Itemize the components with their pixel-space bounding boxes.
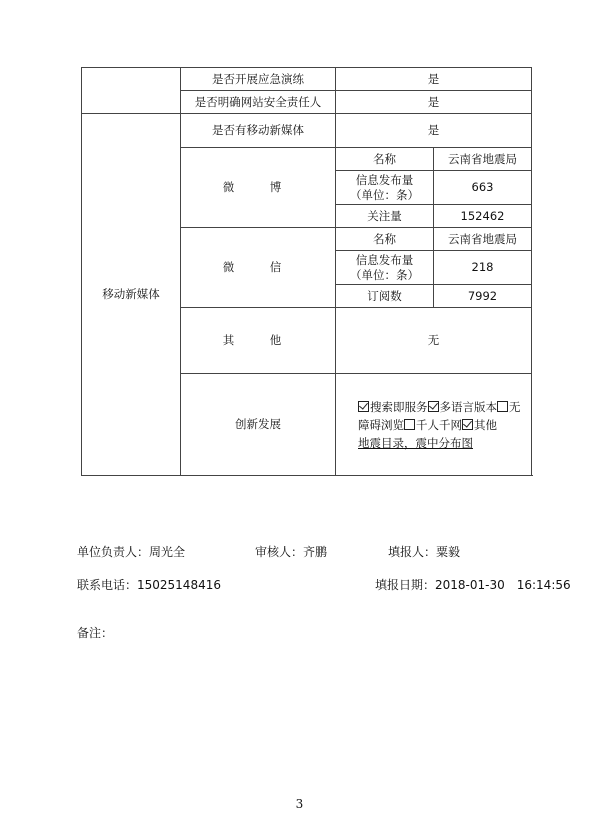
fill-date: 填报日期：2018-01-30 16:14:56 xyxy=(375,578,571,592)
checkbox-unchecked-icon[interactable] xyxy=(497,401,508,412)
wechat-posts-label-line2: （单位：条） xyxy=(350,267,419,282)
weibo-posts-label-line1: 信息发布量 xyxy=(355,172,414,187)
innovation-other-text: 地震目录，震中分布图 xyxy=(358,435,473,450)
option-multilingual[interactable] xyxy=(428,400,498,414)
emergency-drill-value: 是 xyxy=(336,68,532,91)
checkbox-checked-icon[interactable] xyxy=(462,419,473,430)
innovation-label: 创新发展 xyxy=(181,374,336,476)
table-row xyxy=(82,68,532,91)
option-label: 搜索即服务 xyxy=(370,399,428,414)
option-search-as-service[interactable] xyxy=(358,400,428,414)
option-label: 千人千网 xyxy=(416,417,462,432)
weibo-followers-label: 关注量 xyxy=(336,205,434,228)
has-mobile-media-label: 是否有移动新媒体 xyxy=(181,114,336,148)
wechat-subscribers-value: 7992 xyxy=(434,285,532,308)
other-media-value: 无 xyxy=(336,308,532,374)
innovation-options xyxy=(336,374,532,476)
weibo-label: 微 博 xyxy=(181,148,336,228)
report-table xyxy=(81,67,532,476)
security-officer-value: 是 xyxy=(336,91,532,114)
contact-phone: 联系电话：15025148416 xyxy=(77,578,221,592)
option-other[interactable] xyxy=(462,418,497,432)
weibo-posts-label xyxy=(336,171,434,205)
option-personalized[interactable] xyxy=(404,418,462,432)
security-officer-label: 是否明确网站安全责任人 xyxy=(181,91,336,114)
wechat-posts-label-line1: 信息发布量 xyxy=(355,252,414,267)
option-label: 多语言版本 xyxy=(439,399,497,414)
emergency-drill-label: 是否开展应急演练 xyxy=(181,68,336,91)
option-label: 无障碍浏览 xyxy=(358,399,521,432)
wechat-name-label: 名称 xyxy=(336,228,434,251)
mobile-media-section-label: 移动新媒体 xyxy=(82,114,181,476)
filler: 填报人：粟毅 xyxy=(388,545,461,559)
table-row xyxy=(82,114,532,148)
other-media-label: 其 他 xyxy=(181,308,336,374)
option-label: 其他 xyxy=(474,417,497,432)
wechat-posts-value: 218 xyxy=(434,251,532,285)
wechat-subscribers-label: 订阅数 xyxy=(336,285,434,308)
checkbox-checked-icon[interactable] xyxy=(358,401,369,412)
wechat-posts-label xyxy=(336,251,434,285)
page-number: 3 xyxy=(295,797,304,811)
weibo-posts-label-line2: （单位：条） xyxy=(350,187,419,202)
weibo-name-label: 名称 xyxy=(336,148,434,171)
wechat-name-value: 云南省地震局 xyxy=(434,228,532,251)
weibo-name-value: 云南省地震局 xyxy=(434,148,532,171)
weibo-followers-value: 152462 xyxy=(434,205,532,228)
wechat-label: 微 信 xyxy=(181,228,336,308)
weibo-posts-value: 663 xyxy=(434,171,532,205)
checkbox-unchecked-icon[interactable] xyxy=(404,419,415,430)
unit-head: 单位负责人：周光全 xyxy=(77,545,186,559)
reviewer: 审核人：齐鹏 xyxy=(255,545,328,559)
notes-label: 备注： xyxy=(77,626,114,640)
checkbox-checked-icon[interactable] xyxy=(428,401,439,412)
blank-category-cell xyxy=(82,68,181,114)
has-mobile-media-value: 是 xyxy=(336,114,532,148)
